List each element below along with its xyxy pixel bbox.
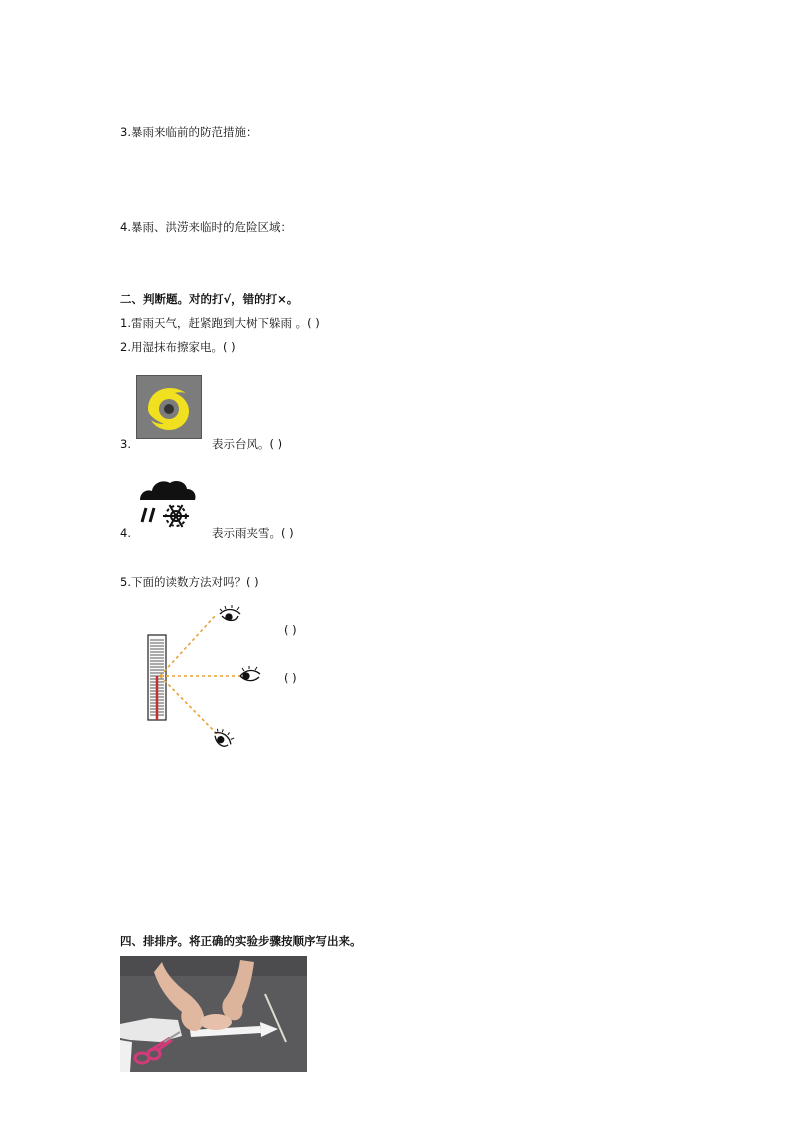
experiment-photo xyxy=(120,956,307,1072)
question-2: 2.用湿抹布擦家电。( ) xyxy=(120,340,236,354)
question-1: 1.雷雨天气，赶紧跑到大树下躲雨 。( ) xyxy=(120,316,320,330)
item-4-prompt: 4.暴雨、洪涝来临时的危险区域： xyxy=(120,220,292,234)
section-4-heading: 四、排排序。将正确的实验步骤按顺序写出来。 xyxy=(120,934,362,948)
question-4-number: 4. xyxy=(120,526,131,540)
question-5-blank-1: ( ) xyxy=(284,623,297,637)
question-3-number: 3. xyxy=(120,437,131,451)
sleet-icon xyxy=(136,478,198,536)
question-5: 5.下面的读数方法对吗？( ) xyxy=(120,575,259,589)
thermometer-reading-figure xyxy=(140,600,270,760)
question-3-text: 表示台风。( ) xyxy=(212,437,283,451)
question-5-blank-2: ( ) xyxy=(284,671,297,685)
item-3-prompt: 3.暴雨来临前的防范措施： xyxy=(120,125,258,139)
section-2-heading: 二、判断题。对的打√，错的打×。 xyxy=(120,292,299,306)
question-4-text: 表示雨夹雪。( ) xyxy=(212,526,294,540)
typhoon-icon xyxy=(136,375,202,439)
